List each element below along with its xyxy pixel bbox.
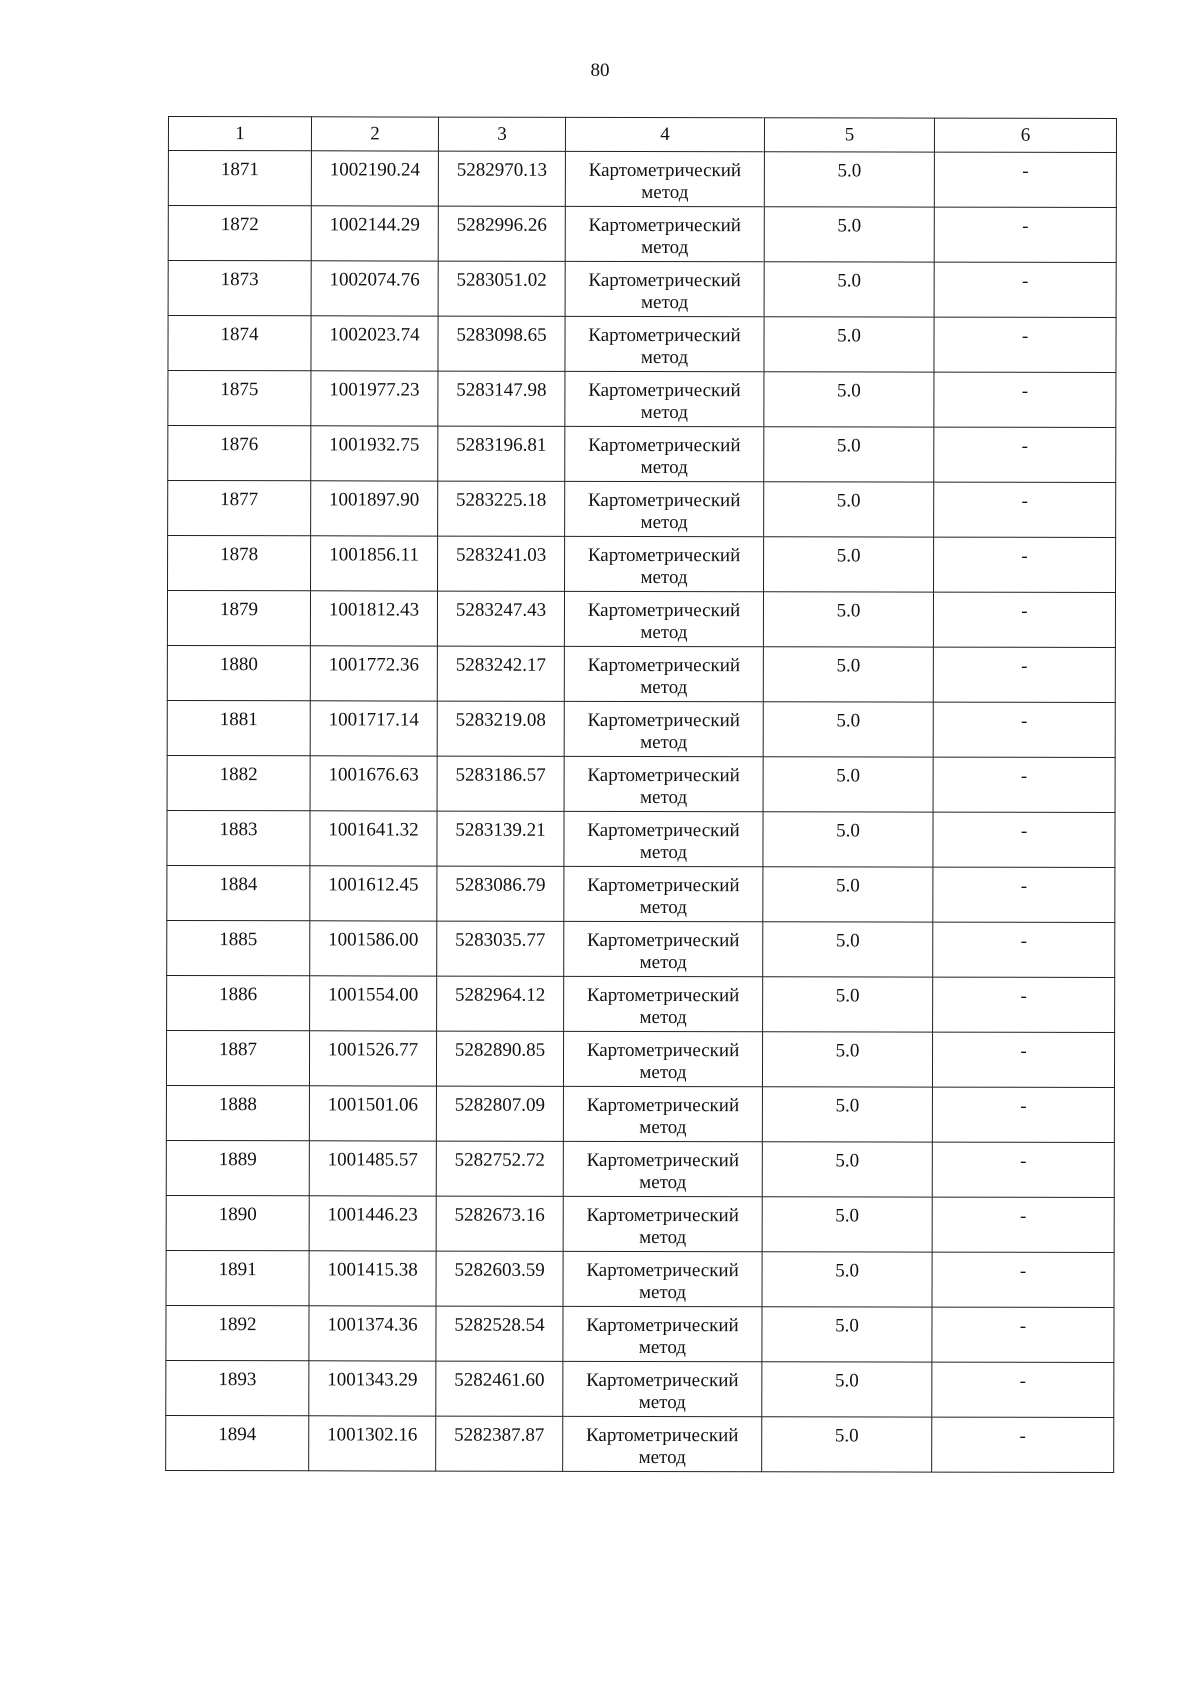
method-cell: Картометрический метод bbox=[565, 316, 764, 371]
point-number-cell: 1871 bbox=[168, 151, 311, 206]
y-coordinate-cell: 5283242.17 bbox=[437, 646, 564, 701]
header-col-3: 3 bbox=[438, 117, 565, 151]
method-cell: Картометрический метод bbox=[565, 261, 764, 316]
point-number-cell: 1878 bbox=[168, 536, 311, 591]
accuracy-cell: 5.0 bbox=[763, 867, 933, 922]
table-row bbox=[168, 261, 1116, 318]
note-cell: - bbox=[933, 812, 1115, 867]
point-number-cell: 1872 bbox=[168, 206, 311, 261]
accuracy-cell: 5.0 bbox=[764, 262, 934, 317]
point-number-cell: 1879 bbox=[167, 591, 310, 646]
method-cell: Картометрический метод bbox=[564, 756, 763, 811]
accuracy-cell: 5.0 bbox=[764, 537, 934, 592]
x-coordinate-cell: 1001932.75 bbox=[311, 426, 438, 481]
method-cell: Картометрический метод bbox=[564, 701, 763, 756]
method-cell: Картометрический метод bbox=[563, 1086, 762, 1141]
table-row bbox=[168, 316, 1116, 373]
note-cell: - bbox=[932, 1087, 1114, 1142]
y-coordinate-cell: 5282970.13 bbox=[438, 151, 565, 206]
y-coordinate-cell: 5283219.08 bbox=[437, 701, 564, 756]
coordinates-table bbox=[165, 116, 1117, 1473]
y-coordinate-cell: 5282461.60 bbox=[436, 1361, 563, 1416]
accuracy-cell: 5.0 bbox=[762, 1197, 932, 1252]
method-cell: Картометрический метод bbox=[563, 1196, 762, 1251]
method-cell: Картометрический метод bbox=[564, 591, 763, 646]
note-cell: - bbox=[933, 647, 1115, 702]
method-cell: Картометрический метод bbox=[564, 811, 763, 866]
point-number-cell: 1886 bbox=[167, 975, 310, 1030]
x-coordinate-cell: 1001897.90 bbox=[311, 481, 438, 536]
method-cell: Картометрический метод bbox=[563, 1031, 762, 1086]
point-number-cell: 1891 bbox=[166, 1250, 309, 1305]
table-row bbox=[166, 1195, 1114, 1252]
x-coordinate-cell: 1001501.06 bbox=[309, 1086, 436, 1141]
table-row bbox=[168, 206, 1116, 263]
accuracy-cell: 5.0 bbox=[763, 757, 933, 812]
table-row bbox=[166, 1085, 1114, 1142]
point-number-cell: 1893 bbox=[166, 1360, 309, 1415]
method-cell: Картометрический метод bbox=[563, 1416, 762, 1471]
method-cell: Картометрический метод bbox=[565, 206, 764, 261]
method-cell: Картометрический метод bbox=[564, 921, 763, 976]
note-cell: - bbox=[933, 757, 1115, 812]
note-cell: - bbox=[932, 1252, 1114, 1307]
x-coordinate-cell: 1001812.43 bbox=[310, 591, 437, 646]
accuracy-cell: 5.0 bbox=[762, 1087, 932, 1142]
accuracy-cell: 5.0 bbox=[764, 372, 934, 427]
point-number-cell: 1876 bbox=[168, 426, 311, 481]
method-cell: Картометрический метод bbox=[565, 536, 764, 591]
x-coordinate-cell: 1002023.74 bbox=[311, 316, 438, 371]
table-row bbox=[166, 1305, 1114, 1362]
note-cell: - bbox=[934, 372, 1116, 427]
accuracy-cell: 5.0 bbox=[763, 647, 933, 702]
table-row bbox=[166, 1250, 1114, 1307]
x-coordinate-cell: 1001612.45 bbox=[310, 866, 437, 921]
method-cell: Картометрический метод bbox=[563, 1306, 762, 1361]
table-row bbox=[166, 1360, 1114, 1417]
table-row bbox=[168, 536, 1116, 593]
table-body bbox=[166, 151, 1117, 1473]
method-cell: Картометрический метод bbox=[564, 646, 763, 701]
y-coordinate-cell: 5282603.59 bbox=[436, 1251, 563, 1306]
y-coordinate-cell: 5282387.87 bbox=[436, 1416, 563, 1471]
note-cell: - bbox=[932, 1362, 1114, 1417]
note-cell: - bbox=[934, 427, 1116, 482]
y-coordinate-cell: 5282996.26 bbox=[438, 206, 565, 261]
point-number-cell: 1888 bbox=[166, 1085, 309, 1140]
point-number-cell: 1889 bbox=[166, 1140, 309, 1195]
point-number-cell: 1873 bbox=[168, 261, 311, 316]
note-cell: - bbox=[933, 702, 1115, 757]
point-number-cell: 1883 bbox=[167, 810, 310, 865]
accuracy-cell: 5.0 bbox=[764, 482, 934, 537]
accuracy-cell: 5.0 bbox=[762, 1417, 932, 1472]
note-cell: - bbox=[934, 207, 1116, 262]
header-col-6: 6 bbox=[934, 118, 1116, 152]
table-row bbox=[166, 1415, 1114, 1472]
table-row bbox=[167, 920, 1115, 977]
table-row bbox=[166, 1140, 1114, 1197]
accuracy-cell: 5.0 bbox=[763, 812, 933, 867]
y-coordinate-cell: 5283225.18 bbox=[438, 481, 565, 536]
x-coordinate-cell: 1001343.29 bbox=[309, 1361, 436, 1416]
note-cell: - bbox=[933, 867, 1115, 922]
accuracy-cell: 5.0 bbox=[764, 427, 934, 482]
point-number-cell: 1882 bbox=[167, 755, 310, 810]
note-cell: - bbox=[933, 592, 1115, 647]
y-coordinate-cell: 5283186.57 bbox=[437, 756, 564, 811]
point-number-cell: 1890 bbox=[166, 1195, 309, 1250]
x-coordinate-cell: 1001977.23 bbox=[311, 371, 438, 426]
point-number-cell: 1894 bbox=[166, 1415, 309, 1470]
method-cell: Картометрический метод bbox=[565, 151, 764, 206]
header-col-2: 2 bbox=[311, 117, 438, 151]
note-cell: - bbox=[932, 1142, 1114, 1197]
point-number-cell: 1884 bbox=[167, 865, 310, 920]
y-coordinate-cell: 5282528.54 bbox=[436, 1306, 563, 1361]
point-number-cell: 1881 bbox=[167, 700, 310, 755]
note-cell: - bbox=[933, 922, 1115, 977]
note-cell: - bbox=[932, 1197, 1114, 1252]
note-cell: - bbox=[934, 262, 1116, 317]
note-cell: - bbox=[933, 977, 1115, 1032]
accuracy-cell: 5.0 bbox=[762, 1142, 932, 1197]
x-coordinate-cell: 1001856.11 bbox=[311, 536, 438, 591]
x-coordinate-cell: 1001641.32 bbox=[310, 811, 437, 866]
method-cell: Картометрический метод bbox=[563, 1251, 762, 1306]
table-row bbox=[166, 1030, 1114, 1087]
y-coordinate-cell: 5283196.81 bbox=[438, 426, 565, 481]
accuracy-cell: 5.0 bbox=[762, 1252, 932, 1307]
y-coordinate-cell: 5283051.02 bbox=[438, 261, 565, 316]
method-cell: Картометрический метод bbox=[565, 371, 764, 426]
y-coordinate-cell: 5283247.43 bbox=[437, 591, 564, 646]
y-coordinate-cell: 5283139.21 bbox=[437, 811, 564, 866]
y-coordinate-cell: 5283035.77 bbox=[437, 921, 564, 976]
table-row bbox=[167, 591, 1115, 648]
accuracy-cell: 5.0 bbox=[763, 702, 933, 757]
page-number: 80 bbox=[590, 60, 610, 81]
header-col-4: 4 bbox=[565, 117, 764, 151]
accuracy-cell: 5.0 bbox=[763, 977, 933, 1032]
table-row bbox=[168, 481, 1116, 538]
table-row bbox=[167, 700, 1115, 757]
accuracy-cell: 5.0 bbox=[763, 922, 933, 977]
x-coordinate-cell: 1001526.77 bbox=[309, 1031, 436, 1086]
x-coordinate-cell: 1002074.76 bbox=[311, 261, 438, 316]
point-number-cell: 1885 bbox=[167, 920, 310, 975]
x-coordinate-cell: 1001676.63 bbox=[310, 756, 437, 811]
x-coordinate-cell: 1002190.24 bbox=[311, 151, 438, 206]
x-coordinate-cell: 1001717.14 bbox=[310, 701, 437, 756]
note-cell: - bbox=[934, 317, 1116, 372]
note-cell: - bbox=[932, 1417, 1114, 1472]
accuracy-cell: 5.0 bbox=[762, 1362, 932, 1417]
table-row bbox=[168, 426, 1116, 483]
y-coordinate-cell: 5282890.85 bbox=[436, 1031, 563, 1086]
x-coordinate-cell: 1001554.00 bbox=[310, 976, 437, 1031]
x-coordinate-cell: 1001772.36 bbox=[310, 646, 437, 701]
x-coordinate-cell: 1001446.23 bbox=[309, 1196, 436, 1251]
x-coordinate-cell: 1001485.57 bbox=[309, 1141, 436, 1196]
header-col-1: 1 bbox=[168, 117, 311, 151]
method-cell: Картометрический метод bbox=[565, 426, 764, 481]
table-header bbox=[168, 117, 1116, 153]
note-cell: - bbox=[932, 1032, 1114, 1087]
point-number-cell: 1877 bbox=[168, 481, 311, 536]
table-row bbox=[168, 371, 1116, 428]
table-row bbox=[167, 810, 1115, 867]
point-number-cell: 1892 bbox=[166, 1305, 309, 1360]
y-coordinate-cell: 5282964.12 bbox=[437, 976, 564, 1031]
note-cell: - bbox=[932, 1307, 1114, 1362]
method-cell: Картометрический метод bbox=[563, 1361, 762, 1416]
accuracy-cell: 5.0 bbox=[762, 1307, 932, 1362]
method-cell: Картометрический метод bbox=[565, 481, 764, 536]
y-coordinate-cell: 5282673.16 bbox=[436, 1196, 563, 1251]
y-coordinate-cell: 5283086.79 bbox=[437, 866, 564, 921]
x-coordinate-cell: 1001302.16 bbox=[309, 1416, 436, 1471]
accuracy-cell: 5.0 bbox=[764, 207, 934, 262]
note-cell: - bbox=[934, 152, 1116, 207]
accuracy-cell: 5.0 bbox=[763, 592, 933, 647]
method-cell: Картометрический метод bbox=[563, 1141, 762, 1196]
y-coordinate-cell: 5282752.72 bbox=[436, 1141, 563, 1196]
table-row bbox=[167, 865, 1115, 922]
table-row bbox=[167, 645, 1115, 702]
table-row bbox=[167, 755, 1115, 812]
y-coordinate-cell: 5283098.65 bbox=[438, 316, 565, 371]
method-cell: Картометрический метод bbox=[564, 866, 763, 921]
accuracy-cell: 5.0 bbox=[764, 317, 934, 372]
y-coordinate-cell: 5283147.98 bbox=[438, 371, 565, 426]
x-coordinate-cell: 1001374.36 bbox=[309, 1306, 436, 1361]
x-coordinate-cell: 1001586.00 bbox=[310, 921, 437, 976]
header-col-5: 5 bbox=[764, 118, 934, 152]
table-row bbox=[168, 151, 1116, 208]
method-cell: Картометрический метод bbox=[564, 976, 763, 1031]
x-coordinate-cell: 1001415.38 bbox=[309, 1251, 436, 1306]
note-cell: - bbox=[934, 482, 1116, 537]
header-row bbox=[168, 117, 1116, 153]
point-number-cell: 1880 bbox=[167, 645, 310, 700]
x-coordinate-cell: 1002144.29 bbox=[311, 206, 438, 261]
point-number-cell: 1874 bbox=[168, 316, 311, 371]
point-number-cell: 1887 bbox=[166, 1030, 309, 1085]
y-coordinate-cell: 5283241.03 bbox=[438, 536, 565, 591]
note-cell: - bbox=[934, 537, 1116, 592]
accuracy-cell: 5.0 bbox=[762, 1032, 932, 1087]
table-row bbox=[167, 975, 1115, 1032]
point-number-cell: 1875 bbox=[168, 371, 311, 426]
y-coordinate-cell: 5282807.09 bbox=[436, 1086, 563, 1141]
accuracy-cell: 5.0 bbox=[764, 152, 934, 207]
